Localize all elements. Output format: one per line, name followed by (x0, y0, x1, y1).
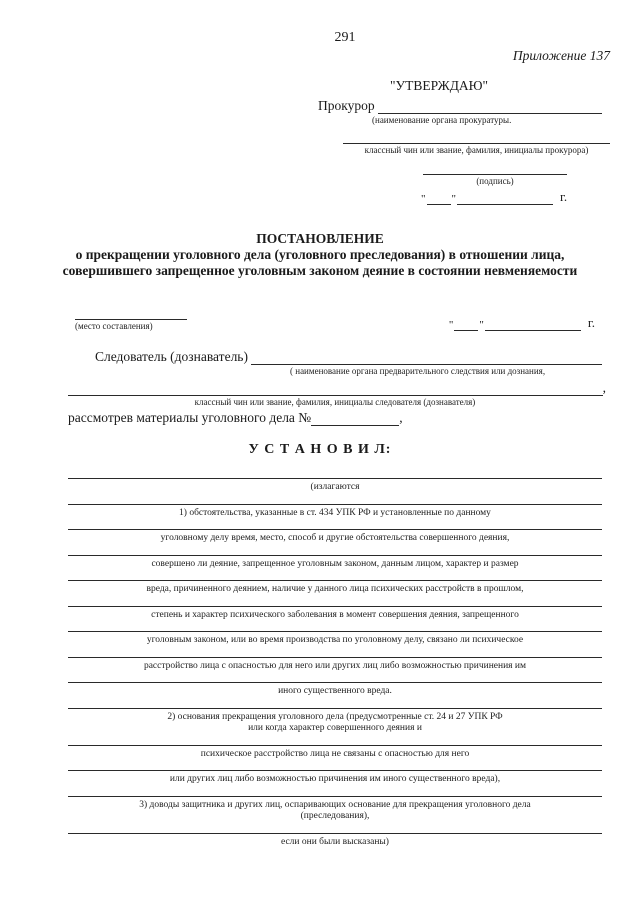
form-blank-line (68, 745, 602, 771)
date-month-blank (457, 191, 553, 205)
investigator-label: Следователь (дознаватель) (95, 349, 248, 364)
title-block (0, 231, 640, 279)
prosecutor-name-blank (378, 113, 602, 114)
form-blank-line (68, 657, 602, 683)
form-line-caption: совершено ли деяние, запрещенное уголовным законом, данным лицом, характер и размер (151, 558, 519, 569)
form-blank-line (68, 770, 602, 796)
prosecutor-org-caption: (наименование органа прокуратуры. (372, 115, 512, 125)
investigator-row (95, 349, 602, 365)
prosecutor-label: Прокурор (318, 98, 375, 113)
line-comma: , (602, 380, 606, 395)
year-suffix: г. (587, 315, 595, 330)
close-quote-mark: " (479, 319, 484, 331)
case-number-row (68, 410, 602, 426)
title-subtitle-line2: совершившего запрещенное уголовным законом деяние в состоянии невменяемости (62, 263, 578, 278)
prosecutor-rank-caption: классный чин или звание, фамилия, инициалы прокурора) (364, 145, 589, 155)
form-line-caption: (излагаются (310, 482, 360, 492)
form-line-caption: расстройство лица с опасностью для него или других лиц либо возможностью причинения им (143, 660, 527, 671)
form-blank-line (68, 529, 602, 555)
signature-blank (423, 162, 567, 175)
place-block (75, 305, 187, 331)
form-blank-line (68, 555, 602, 581)
form-blank-line (68, 682, 602, 708)
form-line-caption: или других лиц либо возможностью причинения им иного существенного вреда), (169, 774, 501, 784)
investigator-rank-row (68, 380, 606, 396)
title-subtitle-line1: о прекращении уголовного дела (уголовного преследования) в отношении лица, (75, 247, 565, 262)
case-number-blank (311, 412, 399, 426)
year-suffix: г. (560, 189, 568, 204)
form-blank-line (68, 708, 602, 745)
appendix-label: Приложение 137 (512, 48, 610, 63)
form-blank-line (68, 833, 602, 859)
ruled-form-section (68, 478, 602, 858)
investigator-org-caption: ( наименование органа предварительного следствия или дознания, (290, 366, 546, 376)
form-line-caption: 3) доводы защитника и других лиц, оспаривающих основание для прекращения уголовного дела (преследования), (139, 799, 531, 821)
investigator-org-blank (251, 364, 602, 365)
form-blank-line (68, 580, 602, 606)
place-caption: (место составления) (75, 321, 153, 331)
form-line-caption: уголовному делу время, место, способ и другие обстоятельства совершенного деяния, (160, 533, 510, 543)
date-month-blank (485, 317, 581, 331)
approval-heading: "УТВЕРЖДАЮ" (390, 78, 489, 93)
form-blank-line (68, 478, 602, 504)
investigator-rank-blank (68, 395, 603, 396)
form-line-caption: степень и характер психического заболевания в момент совершения деяния, запрещенного (151, 609, 519, 620)
approval-date-row (420, 189, 640, 205)
form-line-caption: вреда, причиненного деянием, наличие у данного лица психических расстройств в прошлом, (146, 584, 524, 594)
form-blank-line (68, 606, 602, 632)
form-line-caption: 1) обстоятельства, указанные в ст. 434 УПК РФ и установленные по данному (179, 507, 491, 518)
date-day-blank (427, 191, 451, 205)
form-line-caption: если они были высказаны) (281, 836, 389, 847)
date-day-blank (454, 317, 478, 331)
open-quote-mark: " (421, 193, 426, 205)
investigator-rank-caption: классный чин или звание, фамилия, инициалы следователя (дознавателя) (194, 397, 476, 407)
open-quote-mark: " (448, 319, 454, 331)
form-line-caption: психическое расстройство лица не связаны с опасностью для него (200, 748, 470, 759)
prosecutor-rank-blank (343, 130, 610, 144)
page-number: 291 (334, 30, 356, 45)
established-heading: У С Т А Н О В И Л: (248, 442, 392, 457)
compose-date-row (448, 315, 595, 331)
form-line-caption: иного существенного вреда. (278, 686, 392, 696)
prosecutor-row (318, 98, 602, 114)
form-line-caption: 2) основания прекращения уголовного дела (предусмотренные ст. 24 и 27 УПК РФ или когда характер совершенного деяния и (167, 711, 503, 733)
signature-caption: (подпись) (476, 176, 514, 186)
form-line-caption: уголовным законом, или во время производства по уголовному делу, связано ли психическое (146, 635, 524, 645)
case-number-text: рассмотрев материалы уголовного дела № (68, 410, 312, 425)
close-quote-mark: " (451, 193, 456, 205)
case-comma: , (399, 410, 403, 425)
form-blank-line (68, 504, 602, 530)
place-and-date-row (75, 305, 595, 331)
document-title: ПОСТАНОВЛЕНИЕ (256, 231, 384, 246)
form-blank-line (68, 796, 602, 833)
form-blank-line (68, 631, 602, 657)
place-blank (75, 305, 187, 320)
